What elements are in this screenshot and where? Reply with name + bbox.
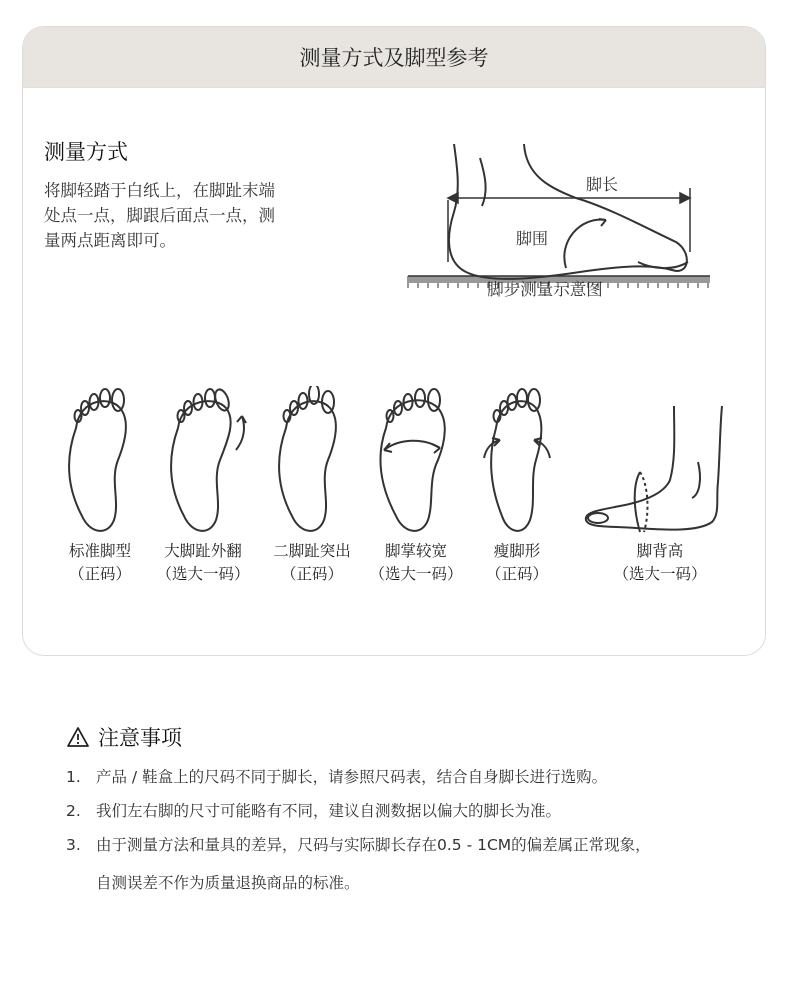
foot-type-label-bunion: 大脚趾外翻 （选大一码） bbox=[156, 542, 250, 583]
list-item: 3. 由于测量方法和量具的差异，尺码与实际脚长存在0.5 - 1CM的偏差属正常现象， 自测误差不作为质量退换商品的标准。 bbox=[66, 836, 651, 892]
foot-standard-icon bbox=[60, 386, 140, 548]
girth-label: 脚围 bbox=[516, 229, 549, 248]
foot-second-toe-icon bbox=[270, 386, 350, 548]
method-title: 测量方式 bbox=[44, 140, 128, 164]
foot-wide-icon bbox=[374, 386, 454, 548]
list-item: 2. 我们左右脚的尺寸可能略有不同，建议自测数据以偏大的脚长为准。 bbox=[66, 802, 562, 820]
notes-heading bbox=[66, 722, 182, 752]
leg-outline bbox=[449, 144, 687, 279]
notes-title: 注意事项 bbox=[98, 726, 182, 750]
foot-type-label-second-toe: 二脚趾突出 （正码） bbox=[273, 542, 351, 583]
foot-type-label-high-instep: 脚背高 （选大一码） bbox=[613, 542, 707, 583]
foot-type-label-wide: 脚掌较宽 （选大一码） bbox=[369, 542, 463, 583]
notes-list bbox=[66, 764, 746, 904]
foot-bunion-icon bbox=[162, 386, 252, 548]
diagram-caption: 脚步测量示意图 bbox=[487, 280, 603, 299]
foot-high-instep-icon bbox=[580, 402, 730, 536]
foot-narrow-icon bbox=[478, 386, 558, 548]
foot-type-label-standard: 标准脚型 （正码） bbox=[68, 542, 131, 583]
card-header bbox=[23, 27, 765, 88]
foot-type-label-narrow: 瘦脚形 （正码） bbox=[485, 542, 548, 583]
warning-icon bbox=[66, 726, 90, 748]
list-item: 1. 产品 / 鞋盒上的尺码不同于脚长，请参照尺码表，结合自身脚长进行选购。 bbox=[66, 768, 608, 786]
card-title: 测量方式及脚型参考 bbox=[299, 46, 489, 70]
method-description: 将脚轻踏于白纸上，在脚趾末端 处点一点，脚跟后面点一点，测 量两点距离即可。 bbox=[44, 181, 275, 250]
length-label: 脚长 bbox=[586, 175, 619, 194]
